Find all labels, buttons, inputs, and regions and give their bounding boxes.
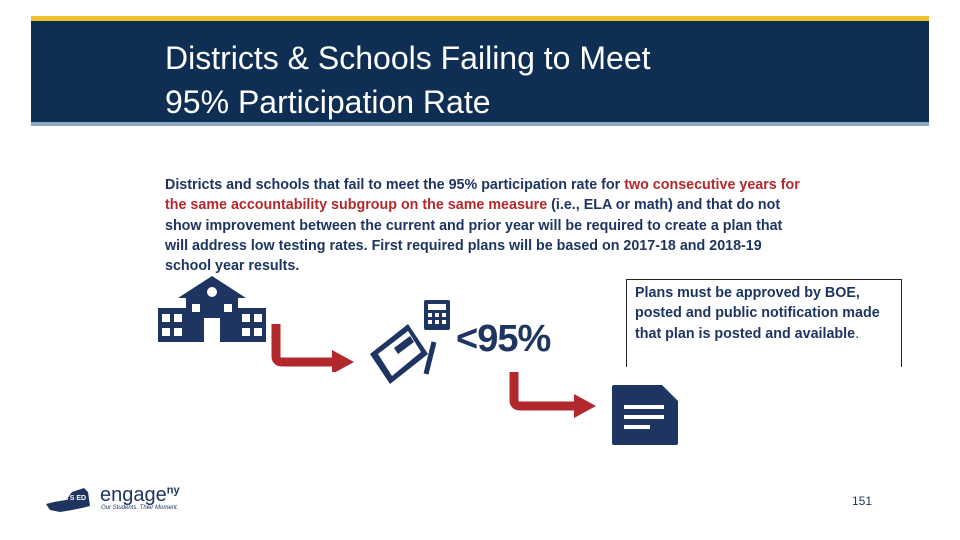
nysed-logo	[44, 484, 96, 519]
title-line-2: 95% Participation Rate	[165, 84, 491, 120]
title-line-1: Districts & Schools Failing to Meet	[165, 40, 651, 76]
new-york-state-icon	[44, 484, 96, 514]
arrow-right-icon	[504, 370, 600, 420]
participation-threshold-label: <95%	[456, 318, 551, 360]
school-building-icon	[156, 274, 268, 344]
brand-text: engage	[100, 484, 167, 506]
callout-text: Plans must be approved by BOE, posted and public notification made that plan is posted and available	[635, 285, 880, 342]
brand-sup: ny	[166, 484, 180, 497]
body-text-3: will be required to create a plan that will address low testing rates. First required plans will be based on 2017-18 and 2018-19 school year results.	[165, 217, 783, 275]
page-number: 151	[852, 494, 873, 508]
logo-text: NYS ED	[60, 495, 87, 502]
callout-tail: .	[855, 325, 860, 342]
engageny-brand	[100, 484, 180, 507]
slide-title	[165, 36, 865, 124]
body-text-2: (i.e., ELA or math) and that do not show improvement between the current and prior year	[165, 197, 781, 234]
body-text-emphasis-1: two consecutive years for the same accountability subgroup on the same measure	[165, 177, 800, 214]
brand-tagline: Our Students. Their Moment.	[101, 505, 179, 511]
body-paragraph	[165, 175, 805, 276]
document-icon	[610, 383, 680, 447]
body-text-1: Districts and schools that fail to meet the 95% participation rate for	[165, 177, 625, 193]
arrow-right-icon	[268, 322, 358, 372]
plan-callout-box	[626, 279, 902, 367]
calculator-notebook-icon	[366, 298, 456, 386]
